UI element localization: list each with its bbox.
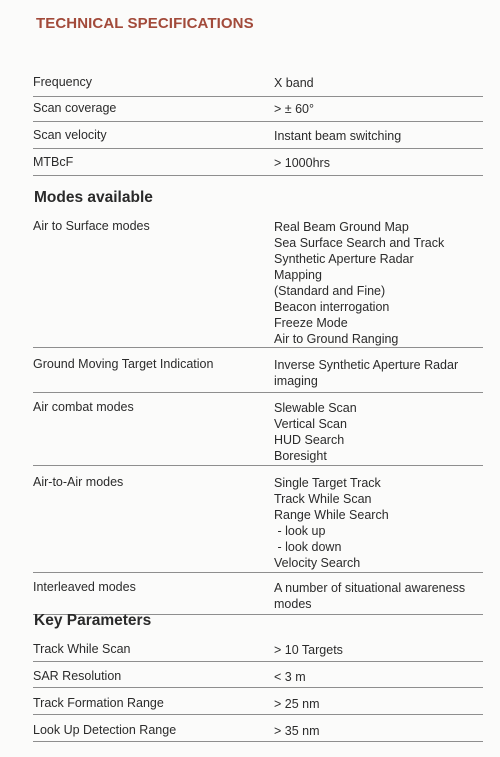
page-title: TECHNICAL SPECIFICATIONS <box>36 15 254 32</box>
row-divider <box>33 714 483 715</box>
value-line: X band <box>274 76 314 90</box>
value-line: HUD Search <box>274 433 345 447</box>
row-label: Scan coverage <box>33 101 117 115</box>
row-value <box>274 723 320 739</box>
value-line: Real Beam Ground Map <box>274 220 409 234</box>
row-divider <box>33 687 483 688</box>
value-line: Track While Scan <box>274 492 372 506</box>
value-line: Mapping <box>274 268 322 282</box>
row-divider <box>33 572 483 573</box>
value-line: < 3 m <box>274 670 306 684</box>
row-divider <box>33 661 483 662</box>
row-label: SAR Resolution <box>33 669 122 683</box>
row-label: Interleaved modes <box>33 580 136 594</box>
row-divider <box>33 347 483 348</box>
value-line: Slewable Scan <box>274 401 357 415</box>
row-label: Air combat modes <box>33 400 134 414</box>
value-line: Single Target Track <box>274 476 381 490</box>
row-label: Look Up Detection Range <box>33 723 177 737</box>
value-line: (Standard and Fine) <box>274 284 386 298</box>
row-divider <box>33 741 483 742</box>
value-line: > 10 Targets <box>274 643 343 657</box>
row-label: Track Formation Range <box>33 696 164 710</box>
value-line: Synthetic Aperture Radar <box>274 252 414 266</box>
value-line: Boresight <box>274 449 327 463</box>
row-divider <box>33 392 483 393</box>
row-label: Scan velocity <box>33 128 107 142</box>
row-value <box>274 580 465 612</box>
value-line: > ± 60° <box>274 102 315 116</box>
row-divider <box>33 148 483 149</box>
value-line: Freeze Mode <box>274 316 348 330</box>
row-divider <box>33 465 483 466</box>
value-line: - look down <box>274 540 342 554</box>
row-value <box>274 75 314 91</box>
row-divider <box>33 175 483 176</box>
row-value <box>274 128 401 144</box>
row-label: Track While Scan <box>33 642 131 656</box>
row-value <box>274 357 458 389</box>
row-label: Ground Moving Target Indication <box>33 357 214 371</box>
value-line: Beacon interrogation <box>274 300 390 314</box>
modes-heading: Modes available <box>34 189 153 206</box>
row-value <box>274 101 314 117</box>
row-divider <box>33 121 483 122</box>
params-heading: Key Parameters <box>34 612 152 629</box>
value-line: Range While Search <box>274 508 389 522</box>
row-value <box>274 155 330 171</box>
value-line: Vertical Scan <box>274 417 347 431</box>
row-value <box>274 642 343 658</box>
value-line: Inverse Synthetic Aperture Radar <box>274 358 459 372</box>
row-label: Air-to-Air modes <box>33 475 124 489</box>
row-label: Frequency <box>33 75 93 89</box>
row-value <box>274 400 357 464</box>
row-value <box>274 219 444 347</box>
row-divider <box>33 96 483 97</box>
value-line: Sea Surface Search and Track <box>274 236 445 250</box>
value-line: - look up <box>274 524 326 538</box>
row-value <box>274 475 389 571</box>
value-line: > 1000hrs <box>274 156 330 170</box>
value-line: Instant beam switching <box>274 129 402 143</box>
value-line: imaging <box>274 374 318 388</box>
value-line: A number of situational awareness <box>274 581 466 595</box>
row-value <box>274 669 306 685</box>
row-label: MTBcF <box>33 155 74 169</box>
value-line: Velocity Search <box>274 556 361 570</box>
value-line: Air to Ground Ranging <box>274 332 399 346</box>
row-value <box>274 696 320 712</box>
value-line: > 25 nm <box>274 697 320 711</box>
value-line: > 35 nm <box>274 724 320 738</box>
row-label: Air to Surface modes <box>33 219 150 233</box>
value-line: modes <box>274 597 312 611</box>
